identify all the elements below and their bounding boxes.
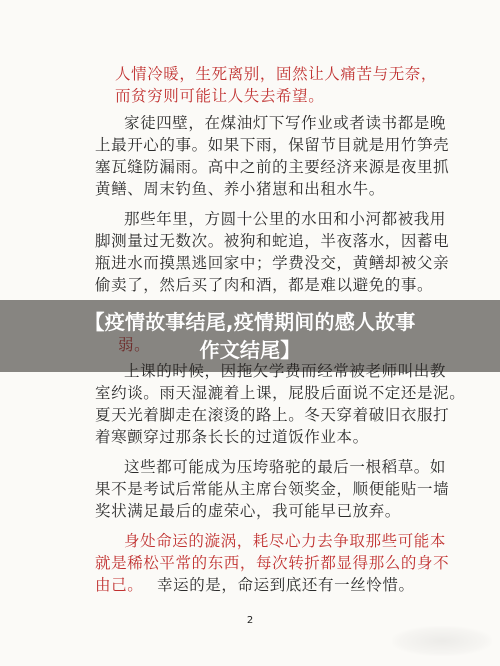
text-line: 那些年里，方圆十公里的水田和小河都被我用 bbox=[124, 210, 447, 228]
text-line: 夏天光着脚走在滚烫的路上。冬天穿着破旧衣服打 bbox=[95, 406, 450, 424]
title-overlay-banner bbox=[0, 300, 500, 372]
text-line: 上最开心的事。如果下雨，保留节目就是用竹笋壳 bbox=[95, 136, 450, 154]
text-line: 瓶进水而摸黑逃回家中；学费没交，黄鳝却被父亲 bbox=[95, 254, 450, 272]
text-line: 塞瓦缝防漏雨。高中之前的主要经济来源是夜里抓 bbox=[95, 158, 450, 176]
text-line: 就是稀松平常的东西，每次转折都显得那么的身不 bbox=[95, 554, 450, 572]
text-line: 这些都可能成为压垮骆驼的最后一根稻草。如 bbox=[124, 458, 447, 476]
text-line: 人情冷暖，生死离别，固然让人痛苦与无奈， bbox=[115, 65, 438, 83]
text-line: 着寒颤穿过那条长长的过道饭作业本。 bbox=[95, 428, 369, 446]
text-line: 黄鳝、周末钓鱼、养小猪崽和出租水牛。 bbox=[95, 180, 385, 198]
text-line: 而贫穷则可能让人失去希望。 bbox=[115, 87, 325, 105]
text-line: 果不是考试后常能从主席台领奖金，顺便能贴一墙 bbox=[95, 480, 450, 498]
text-line: 室约谈。雨天湿漉着上课，屁股后面说不定还是泥。 bbox=[95, 384, 466, 402]
overlay-title-line: 【疫情故事结尾,疫情期间的感人故事 bbox=[84, 310, 416, 334]
faint-watermark bbox=[392, 626, 492, 656]
text-line: 脚测量过无数次。被狗和蛇追，半夜落水，因蓄电 bbox=[95, 232, 450, 250]
text-line: 由己。 bbox=[95, 576, 144, 594]
text-line: 奖状满足最后的虚荣心，我可能早已放弃。 bbox=[95, 502, 401, 520]
page-number: 2 bbox=[246, 615, 254, 626]
text-line: 幸运的是，命运到底还有一丝怜惜。 bbox=[157, 576, 415, 594]
text-line: 家徒四壁，在煤油灯下写作业或者读书都是晚 bbox=[124, 114, 447, 132]
text-line: 身处命运的漩涡，耗尽心力去争取那些可能本 bbox=[124, 532, 447, 550]
overlay-title-line: 作文结尾】 bbox=[199, 338, 301, 362]
text-line: 偷卖了，然后买了肉和酒，都是难以避免的事。 bbox=[95, 276, 434, 294]
